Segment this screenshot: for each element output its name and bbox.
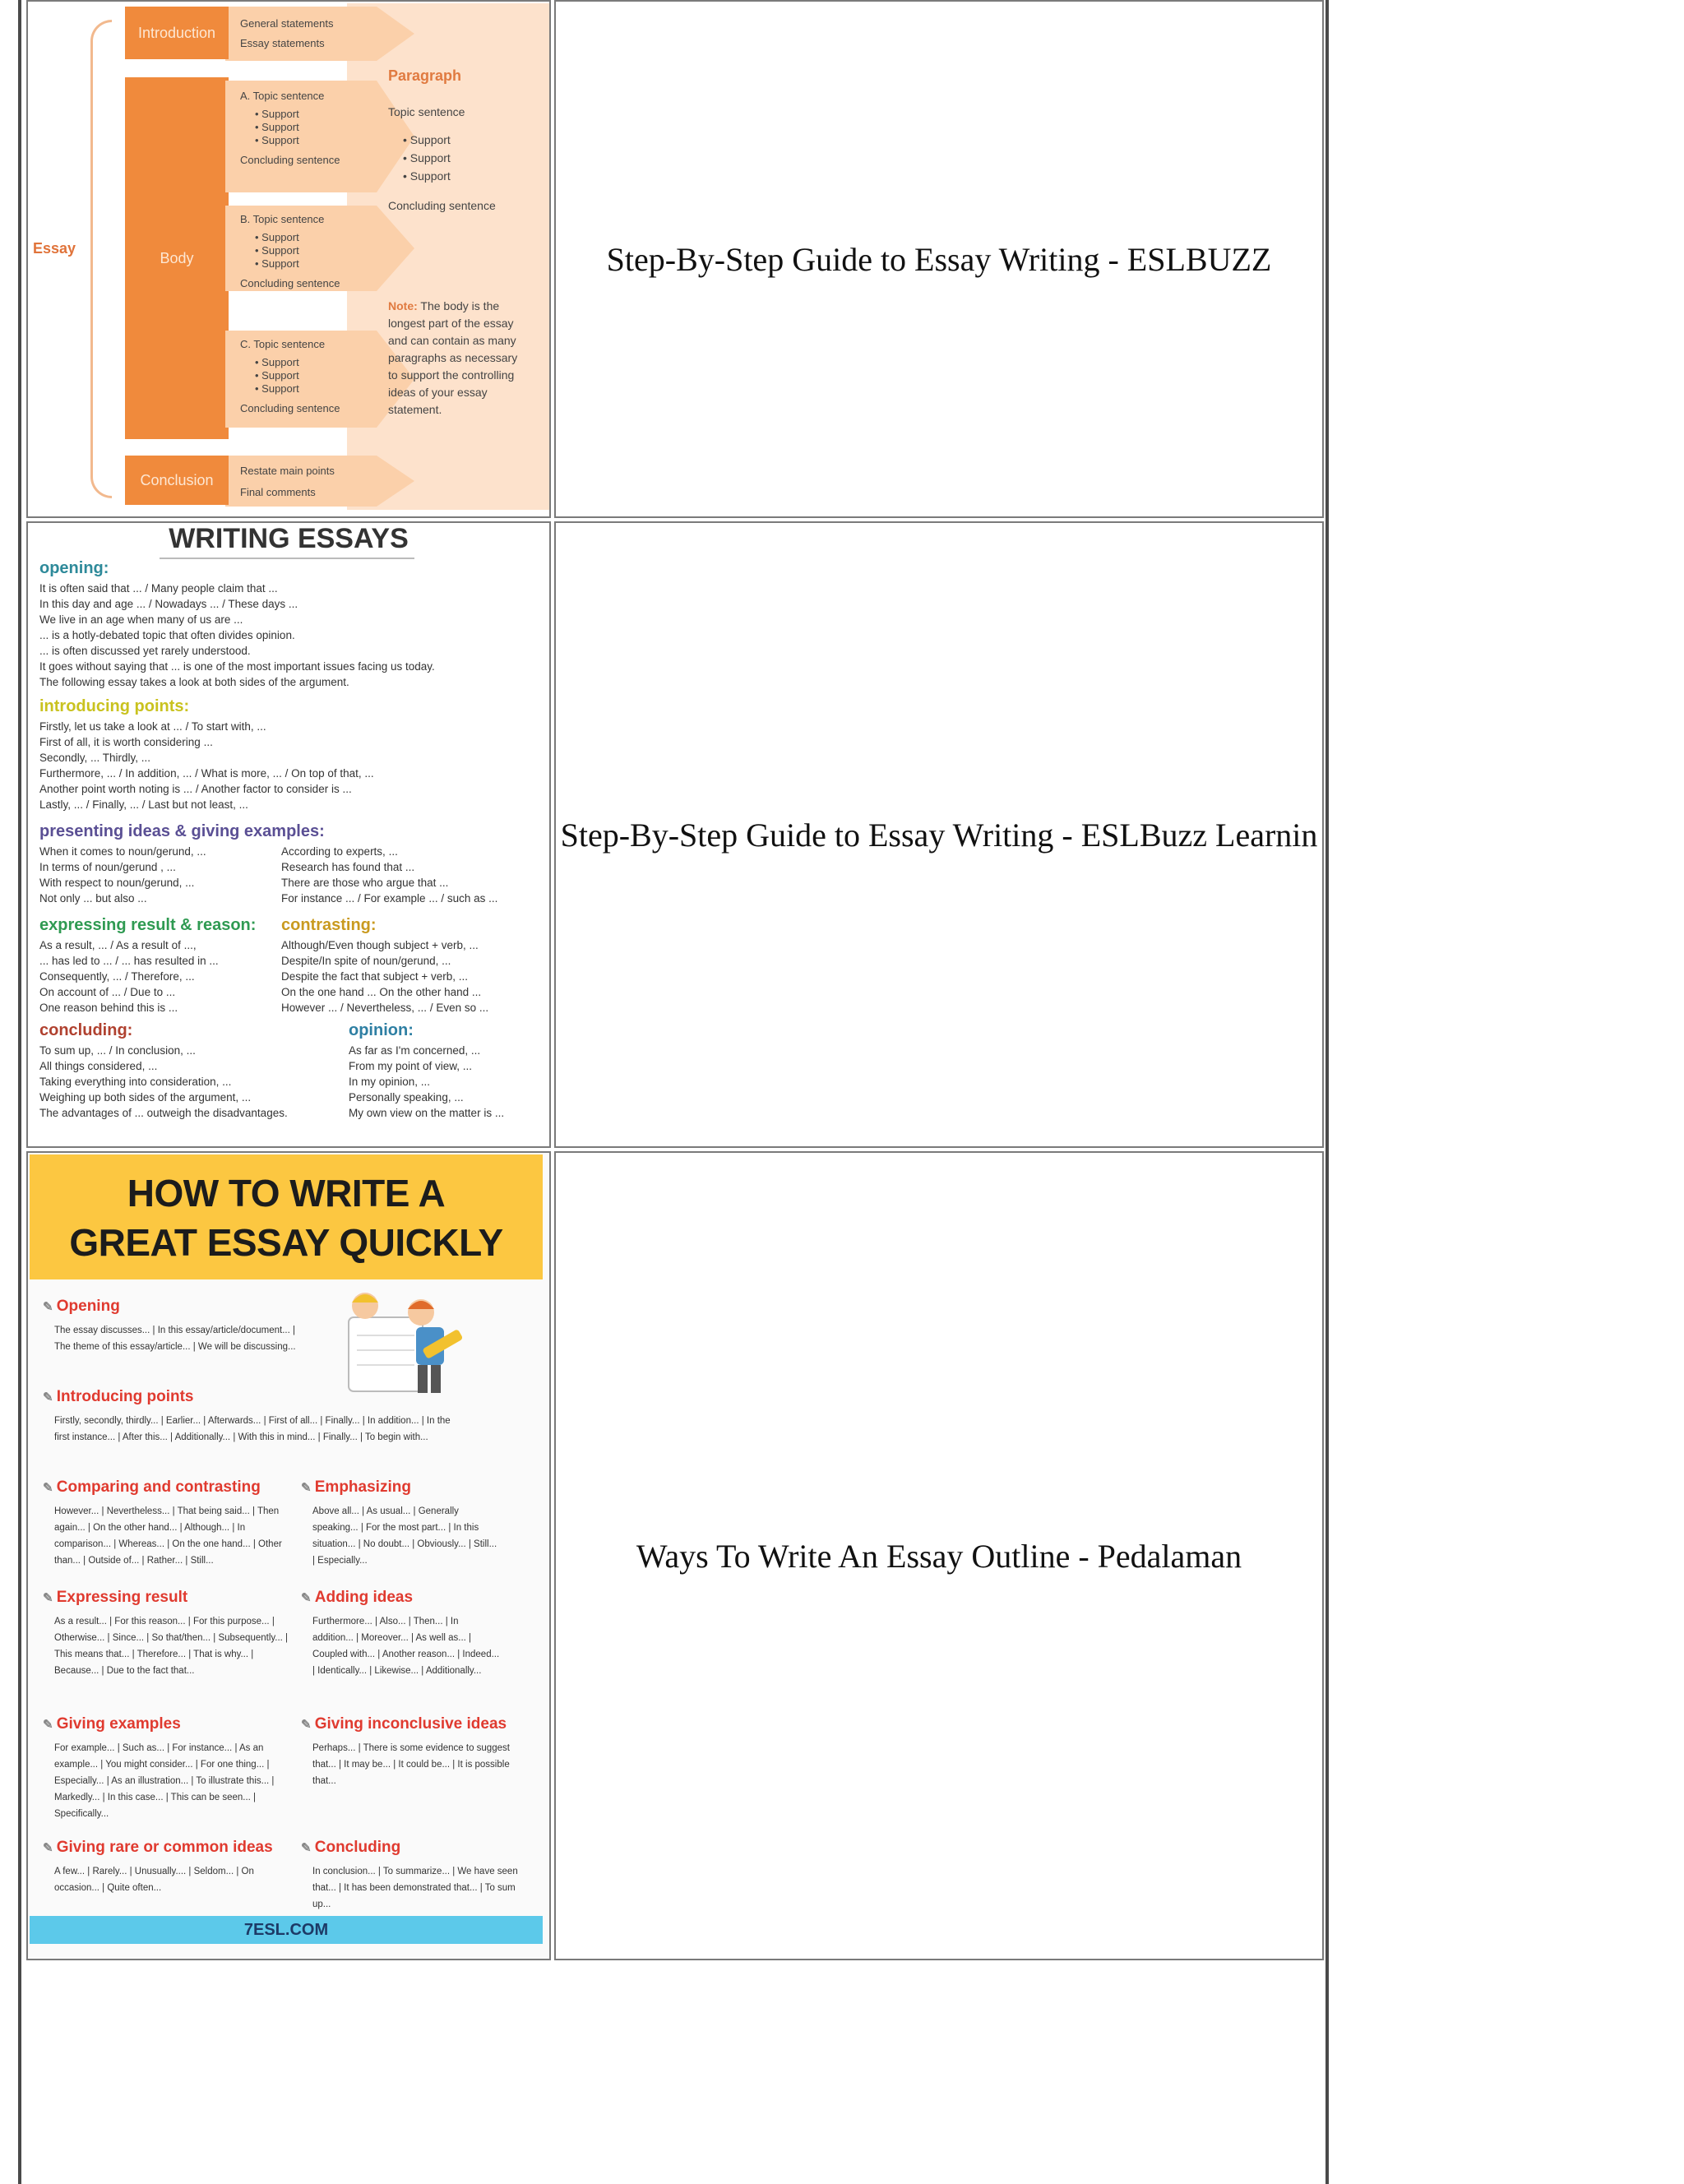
phrase-line: There are those who argue that ...	[281, 877, 449, 889]
phrase-line: For instance ... / For example ... / such as ...	[281, 892, 498, 905]
topic-b: B. Topic sentence	[240, 213, 325, 225]
conclusion-item: Final comments	[240, 486, 316, 498]
phrase-line: As far as I'm concerned, ...	[349, 1044, 481, 1057]
support-c: • Support	[255, 356, 299, 368]
phrase-line: My own view on the matter is ...	[349, 1107, 505, 1119]
phrase-line: When it comes to noun/gerund, ...	[39, 845, 206, 858]
phrase-line: With respect to noun/gerund, ...	[39, 877, 195, 889]
phrase-line: To sum up, ... / In conclusion, ...	[39, 1044, 196, 1057]
intro-item: General statements	[240, 17, 334, 30]
phrase-line: Lastly, ... / Finally, ... / Last but not least, ...	[39, 798, 248, 811]
section-heading: ✎ Comparing and contrasting	[43, 1478, 261, 1497]
conclusion-bar: Conclusion	[125, 456, 229, 505]
great-essay-infographic	[28, 1153, 549, 1959]
topic-c: C. Topic sentence	[240, 338, 326, 350]
support-a: • Support	[255, 121, 299, 133]
section-heading: ✎ Expressing result	[43, 1589, 187, 1607]
phrase-line: It is often said that ... / Many people claim that ...	[39, 582, 278, 595]
section-heading: expressing result & reason:	[39, 916, 257, 934]
paragraph-concluding: Concluding sentence	[388, 199, 496, 212]
site-logo: 7ESL.COM	[243, 1921, 329, 1939]
phrase-line: ... is often discussed yet rarely understood.	[39, 645, 251, 657]
phrase-line: We live in an age when many of us are ...	[39, 613, 243, 626]
support-a: • Support	[255, 134, 299, 146]
section-text: The essay discusses... | In this essay/article/document... | The theme of this essay/article... | We will be discussing...	[54, 1326, 296, 1352]
section-heading: ✎ Giving inconclusive ideas	[301, 1715, 507, 1733]
phrase-line: The following essay takes a look at both sides of the argument.	[39, 676, 349, 688]
phrase-line: It goes without saying that ... is one of the most important issues facing us today.	[39, 660, 435, 673]
support-b: • Support	[255, 231, 299, 243]
phrase-line: On the one hand ... On the other hand ...	[281, 986, 482, 998]
phrase-line: Not only ... but also ...	[39, 892, 147, 905]
section-heading: opinion:	[349, 1021, 414, 1039]
concluding-a: Concluding sentence	[240, 154, 340, 166]
section-text: Above all... | As usual... | Generally speaking... | For the most part... | In this situation... | No doubt... | Obviously... | Still... | Especially...	[312, 1506, 497, 1566]
section-heading: presenting ideas & giving examples:	[39, 822, 325, 840]
intro-arrow	[225, 7, 414, 61]
banner-title-line-1: HOW TO WRITE A	[127, 1172, 446, 1215]
support-c: • Support	[255, 369, 299, 382]
phrase-line: Secondly, ... Thirdly, ...	[39, 752, 151, 764]
phrase-line: Furthermore, ... / In addition, ... / What is more, ... / On top of that, ...	[39, 767, 374, 780]
result-caption[interactable]: Step-By-Step Guide to Essay Writing - ESLBuzz Learnin	[560, 816, 1318, 854]
introduction-bar: Introduction	[125, 7, 229, 59]
concluding-c: Concluding sentence	[240, 402, 340, 414]
intro-item: Essay statements	[240, 37, 325, 49]
poster-title: WRITING ESSAYS	[169, 523, 409, 554]
phrase-line: Despite/In spite of noun/gerund, ...	[281, 955, 451, 967]
section-heading: ✎ Giving rare or common ideas	[43, 1839, 273, 1857]
phrase-line: From my point of view, ...	[349, 1060, 473, 1072]
paragraph-title: Paragraph	[388, 67, 462, 84]
students-illustration-icon	[324, 1284, 472, 1408]
body-note	[388, 298, 520, 419]
result-caption[interactable]: Ways To Write An Essay Outline - Pedalaman	[636, 1537, 1242, 1575]
phrase-line: In my opinion, ...	[349, 1076, 431, 1088]
phrase-line: Another point worth noting is ... / Another factor to consider is ...	[39, 783, 352, 795]
paragraph-support: • Support	[403, 169, 451, 183]
phrase-line: In terms of noun/gerund , ...	[39, 861, 176, 873]
section-heading: introducing points:	[39, 697, 190, 715]
section-text: However... | Nevertheless... | That being said... | Then again... | On the other hand... | Although... | In comparison... | Whereas... | On the one hand... | Other than... | Outside of... | Rather... | Still...	[54, 1506, 282, 1566]
caption-cell-2[interactable]	[554, 521, 1324, 1148]
section-heading: contrasting:	[281, 916, 377, 934]
phrase-line: ... is a hotly-debated topic that often divides opinion.	[39, 629, 295, 641]
footer-bar	[30, 1916, 543, 1944]
phrase-line: Consequently, ... / Therefore, ...	[39, 970, 195, 983]
writing-essays-poster	[28, 523, 549, 1146]
phrase-line: Research has found that ...	[281, 861, 415, 873]
phrase-line: Despite the fact that subject + verb, ...	[281, 970, 468, 983]
phrase-line: ... has led to ... / ... has resulted in ...	[39, 955, 219, 967]
phrase-line: As a result, ... / As a result of ...,	[39, 939, 197, 951]
paragraph-support: • Support	[403, 133, 451, 146]
section-heading: ✎ Concluding	[301, 1839, 400, 1857]
phrase-line: Although/Even though subject + verb, ...	[281, 939, 479, 951]
section-text: Perhaps... | There is some evidence to suggest that... | It may be... | It could be... | It is possible that...	[312, 1743, 510, 1786]
body-bar: Body	[125, 77, 229, 439]
phrase-line: In this day and age ... / Nowadays ... / These days ...	[39, 598, 298, 610]
result-caption[interactable]: Step-By-Step Guide to Essay Writing - ESLBUZZ	[606, 240, 1272, 278]
phrase-line: Firstly, let us take a look at ... / To start with, ...	[39, 720, 266, 733]
topic-a: A. Topic sentence	[240, 90, 325, 102]
support-b: • Support	[255, 244, 299, 257]
phrase-line: Taking everything into consideration, ...	[39, 1076, 232, 1088]
section-heading: ✎ Opening	[43, 1298, 120, 1316]
phrase-line: However ... / Nevertheless, ... / Even so ...	[281, 1002, 489, 1014]
section-heading: concluding:	[39, 1021, 133, 1039]
title-banner	[30, 1154, 543, 1279]
phrase-line: The advantages of ... outweigh the disadvantages.	[39, 1107, 288, 1119]
caption-cell-1[interactable]	[554, 0, 1324, 518]
essay-label: Essay	[33, 240, 76, 257]
banner-title-line-2: GREAT ESSAY QUICKLY	[69, 1221, 503, 1264]
section-heading: opening:	[39, 559, 109, 577]
phrase-line: First of all, it is worth considering ...	[39, 736, 213, 748]
concluding-b: Concluding sentence	[240, 277, 340, 289]
essay-brace	[90, 20, 112, 498]
conclusion-item: Restate main points	[240, 465, 335, 477]
support-a: • Support	[255, 108, 299, 120]
phrase-line: According to experts, ...	[281, 845, 398, 858]
phrase-line: Weighing up both sides of the argument, ...	[39, 1091, 252, 1104]
essay-structure-diagram	[28, 2, 549, 516]
section-heading: ✎ Adding ideas	[301, 1589, 413, 1607]
section-text: As a result... | For this reason... | For this purpose... | Otherwise... | Since... | So that/then... | Subsequently... | This means that... | Therefore... | That is why... | Because... | Due to the fact that...	[54, 1617, 289, 1676]
support-b: • Support	[255, 257, 299, 270]
section-text: In conclusion... | To summarize... | We have seen that... | It has been demonstrated that... | To sum up...	[312, 1867, 518, 1909]
paragraph-topic: Topic sentence	[388, 105, 465, 118]
paragraph-support: • Support	[403, 151, 451, 164]
section-text: Furthermore... | Also... | Then... | In addition... | Moreover... | As well as... | Coupled with... | Another reason... | Indeed... | Identically... | Likewise... | Additionally...	[312, 1617, 500, 1676]
phrase-line: Personally speaking, ...	[349, 1091, 464, 1104]
caption-cell-3[interactable]	[554, 1151, 1324, 1960]
image-cell-1[interactable]	[26, 0, 551, 518]
image-cell-3[interactable]	[26, 1151, 551, 1960]
title-underline	[160, 558, 414, 559]
section-heading: ✎ Introducing points	[43, 1388, 194, 1406]
section-text: A few... | Rarely... | Unusually.... | Seldom... | On occasion... | Quite often...	[54, 1867, 254, 1893]
support-c: • Support	[255, 382, 299, 395]
note-text: The body is the longest part of the essay and can contain as many paragraphs as necessary to support the controlling ideas of your essay statement.	[388, 299, 518, 416]
image-cell-2[interactable]	[26, 521, 551, 1148]
note-label: Note:	[388, 299, 418, 312]
section-heading: ✎ Emphasizing	[301, 1478, 411, 1497]
section-text: Firstly, secondly, thirdly... | Earlier... | Afterwards... | First of all... | Finally... | In addition... | In the first instance... | After this... | Additionally... | With this in mind... | Finally... | To begin with...	[54, 1416, 451, 1442]
phrase-line: All things considered, ...	[39, 1060, 158, 1072]
section-heading: ✎ Giving examples	[43, 1715, 181, 1733]
phrase-line: On account of ... / Due to ...	[39, 986, 176, 998]
phrase-line: One reason behind this is ...	[39, 1002, 178, 1014]
section-text: For example... | Such as... | For instance... | As an example... | You might consider... | For one thing... | Especially... | As an illustration... | To illustrate this... | Markedly... | In this case... | This can be seen... | Specifically...	[54, 1743, 275, 1819]
